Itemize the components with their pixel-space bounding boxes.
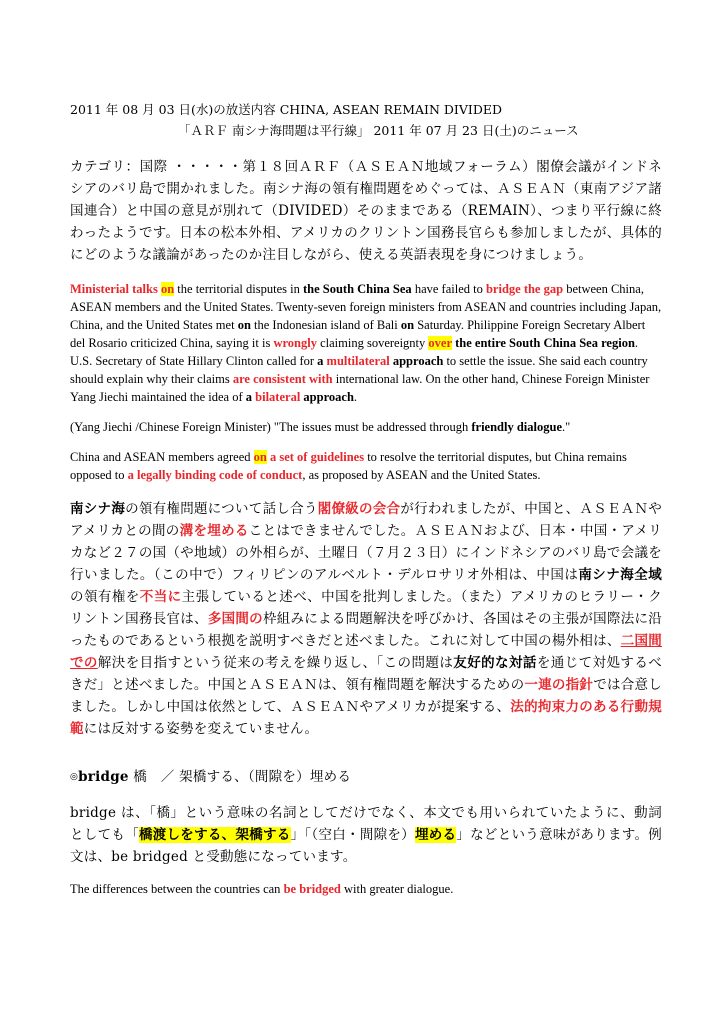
example-sentence: The differences between the countries can be bridged with greater dialogue.	[70, 882, 454, 896]
vocab-meaning: 橋 ／ 架橋する、（間隙を）埋める	[128, 769, 352, 785]
vocab-word: bridge	[78, 769, 129, 785]
term: a legally binding code of conduct	[127, 468, 303, 482]
term: 不当に	[139, 589, 182, 605]
term: multilateral	[326, 354, 390, 368]
header-line-1: 2011 年 08 月 03 日(水)の放送内容 CHINA, ASEAN REMAIN DIVIDED	[70, 102, 502, 117]
term: 埋める	[414, 827, 457, 843]
term: 二国間での	[70, 633, 663, 671]
english-paragraph-2: China and ASEAN members agreed on a set of guidelines to resolve the territorial disputes, but China remains opposed to a legally binding code of conduct, as proposed by ASEAN and the United States.	[70, 450, 627, 482]
term: a	[317, 354, 324, 368]
term: approach	[303, 390, 354, 404]
term: the South China Sea	[302, 282, 412, 296]
term: on	[160, 282, 175, 296]
term: wrongly	[273, 336, 317, 350]
header-line-2: 「ＡＲＦ 南シナ海問題は平行線」 2011 年 07 月 23 日(土)のニュース	[178, 123, 579, 138]
term: 閣僚級の会合	[317, 501, 401, 517]
term: be bridged	[283, 882, 341, 896]
term: bilateral	[255, 390, 301, 404]
document-page	[70, 100, 662, 898]
term: on	[237, 318, 251, 332]
term: 溝を埋める	[179, 523, 249, 539]
term: on	[400, 318, 415, 332]
japanese-translation: 南シナ海の領有権問題について話し合う閣僚級の会合が行われましたが、中国と、ＡＳＥＡＮやアメリカとの間の溝を埋めることはできませんでした。ＡＳＥＡＮおよび、日本・中国・アメリカなど２７の国（や地域）の外相らが、土曜日（７月２３日）にインドネシアのバリ島で会議を行いました。（この中で）フィリピンのアルベルト・デルロサリオ外相は、中国は南シナ海全域の領有権を不当に主張していると述べ、中国を批判しました。（また）アメリカのヒラリー・クリントン国務長官は、多国間の枠組みによる問題解決を呼びかけ、各国はその主張が国際法に沿ったものであるという根拠を説明すべきだと述べました。これに対して中国の楊外相は、二国間での解決を目指すという従来の考えを繰り返し、「この問題は友好的な対話を通じて対処するべきだ」と述べました。中国とＡＳＥＡＮは、領有権問題を解決するための一連の指針では合意しました。しかし中国は依然として、ＡＳＥＡＮやアメリカが提案する、法的拘束力のある行動規範には反対する姿勢を変えていません。	[70, 501, 663, 737]
term: the entire South China Sea region	[455, 336, 635, 350]
english-paragraph-1: Ministerial talks on the territorial disputes in the South China Sea have failed to bridge the gap between China, ASEAN members and the United States. Twenty-seven foreign ministers from ASEAN and countries including Japan, China, and the United States met on the Indonesian island of Bali on Saturday. Philippine Foreign Secretary Albert del Rosario criticized China, saying it is wrongly claiming sovereignty over the entire South China Sea region. U.S. Secretary of State Hillary Clinton called for a multilateral approach to settle the issue. She said each country should explain why their claims are consistent with international law. On the other hand, Chinese Foreign Minister Yang Jiechi maintained the idea of a bilateral approach.	[70, 282, 662, 404]
term: 法的拘束力のある行動規範	[70, 699, 662, 737]
term: are consistent with	[232, 372, 333, 386]
bullet-mark: ◎	[70, 772, 79, 782]
term: bridge the gap	[485, 282, 564, 296]
term: 一連の指針	[524, 677, 594, 693]
term: on	[253, 450, 267, 464]
intro-paragraph: カテゴリ：国際 ・・・・・第１８回ＡＲＦ（ＡＳＥＡＮ地域フォーラム）閣僚会議がインドネシアのバリ島で開かれました。南シナ海の領有権問題をめぐっては、ＡＳＥＡＮ（東南アジア諸国連合）と中国の意見が別れて（DIVIDED）そのままである（REMAIN）、つまり平行線に終わったようです。日本の松本外相、アメリカのクリントン国務長官らも参加しましたが、具体的にどのような議論があったのか注目しながら、使える英語表現を身につけましょう。	[70, 159, 662, 263]
term: 多国間の	[207, 611, 263, 627]
english-quote: (Yang Jiechi /Chinese Foreign Minister) "The issues must be addressed through friendly dialogue."	[70, 420, 571, 434]
term: over	[428, 336, 453, 350]
term: 南シナ海	[70, 501, 126, 517]
vocab-explanation: bridge は、「橋」という意味の名詞としてだけでなく、本文でも用いられていたように、動詞としても「橋渡しをする、架橋する」「（空白・間隙を）埋める」などという意味があります。例文は、be bridged と受動態になっています。	[70, 805, 663, 865]
term: 南シナ海全域	[578, 567, 662, 583]
term: Ministerial talks	[70, 282, 158, 296]
term: a	[245, 390, 253, 404]
term: approach	[392, 354, 444, 368]
vocab-heading	[70, 766, 662, 788]
term: 友好的な対話	[453, 655, 537, 671]
term: a set of guidelines	[269, 450, 365, 464]
term: 橋渡しをする、架橋する	[138, 827, 291, 843]
term: friendly dialogue	[471, 420, 562, 434]
